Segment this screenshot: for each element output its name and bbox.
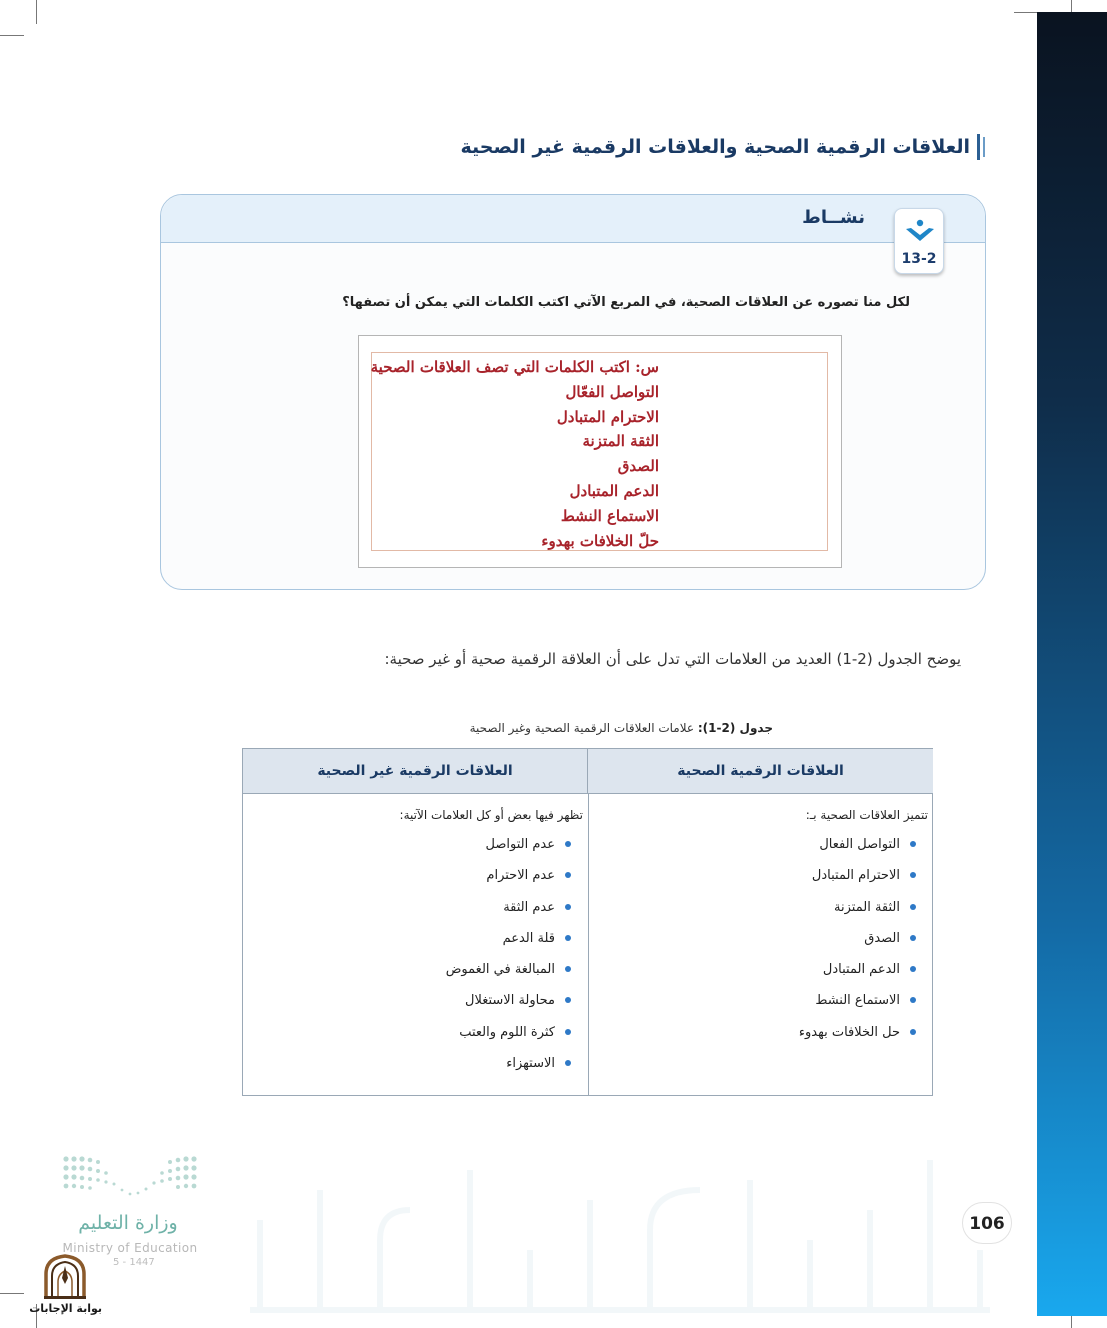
caption-text: علامات العلاقات الرقمية الصحية وغير الصحية	[469, 721, 698, 735]
list-item	[253, 860, 555, 891]
list-item-label: محاولة الاستغلال	[465, 993, 555, 1009]
page-number: 106	[962, 1202, 1012, 1244]
list-item-label: الاحترام المتبادل	[811, 868, 900, 884]
page-title: العلاقات الرقمية الصحية والعلاقات الرقمية غير الصحية	[460, 136, 970, 158]
answer-item: التواصل الفعّال	[565, 382, 659, 401]
list-item	[253, 1048, 555, 1079]
list-item-label: قلة الدعم	[502, 930, 555, 946]
answer-frame	[371, 352, 828, 551]
answer-heading: س: اكتب الكلمات التي تصف العلاقات الصحية	[370, 358, 659, 376]
list-item	[598, 892, 900, 923]
ministry-logo	[58, 1150, 203, 1270]
answer-item: الاستماع النشط	[560, 506, 659, 525]
answer-box	[358, 335, 842, 568]
list-item-label: عدم التواصل	[485, 837, 555, 852]
activity-badge	[894, 208, 944, 274]
bullet-icon	[565, 935, 571, 941]
ministry-name-ar: وزارة التعليم	[78, 1212, 178, 1234]
activity-header	[161, 195, 985, 243]
answer-item: الدعم المتبادل	[569, 481, 659, 500]
list-item-label: الاستماع النشط	[815, 993, 900, 1009]
gate-icon	[42, 1254, 88, 1300]
answer-item: الصدق	[617, 457, 659, 476]
bullet-icon	[910, 904, 916, 910]
list-item	[598, 1017, 900, 1048]
list-item	[253, 985, 555, 1016]
unhealthy-list	[253, 829, 583, 1079]
crop-mark	[0, 35, 24, 36]
ministry-name-en: Ministry of Education	[62, 1241, 198, 1255]
list-item-label: الصدق	[864, 930, 900, 946]
bullet-icon	[910, 841, 916, 847]
answer-item: حلّ الخلافات بهدوء	[541, 531, 659, 550]
table-header-unhealthy: العلاقات الرقمية غير الصحية	[243, 749, 588, 794]
bullet-icon	[565, 1060, 571, 1066]
bullet-icon	[910, 935, 916, 941]
list-item	[598, 923, 900, 954]
ministry-year: 5 - 1447	[113, 1257, 155, 1268]
answer-item: الثقة المتزنة	[582, 432, 659, 451]
bullet-icon	[910, 997, 916, 1003]
unhealthy-intro: تظهر فيها بعض أو كل العلامات الآتية:	[399, 808, 583, 822]
bullet-icon	[565, 841, 571, 847]
bullet-icon	[565, 966, 571, 972]
watermark-graphic	[230, 1130, 1010, 1320]
bullet-icon	[565, 904, 571, 910]
healthy-column	[598, 805, 928, 1048]
caption-label: جدول (2-1):	[697, 721, 773, 735]
comparison-table	[242, 748, 933, 1096]
bullet-icon	[565, 872, 571, 878]
answer-item: الاحترام المتبادل	[556, 407, 659, 426]
list-item	[253, 829, 555, 860]
healthy-list	[598, 829, 928, 1048]
site-name: بوابة الإجابات	[29, 1302, 102, 1315]
list-item	[598, 860, 900, 891]
site-logo	[30, 1254, 102, 1320]
list-item	[253, 954, 555, 985]
table-header-healthy: العلاقات الرقمية الصحية	[588, 749, 933, 794]
list-item-label: الاستهزاء	[506, 1056, 555, 1072]
column-divider	[588, 794, 589, 1096]
activity-question: لكل منا تصوره عن العلاقات الصحية، في المربع الآتي اكتب الكلمات التي يمكن أن تصفها؟	[342, 295, 910, 310]
activity-panel	[160, 194, 986, 590]
bullet-icon	[910, 1029, 916, 1035]
title-marker	[977, 134, 987, 160]
page-edge-band	[1037, 12, 1107, 1316]
bullet-icon	[910, 872, 916, 878]
list-item	[598, 954, 900, 985]
activity-icon	[904, 217, 936, 247]
table-caption	[273, 721, 773, 735]
bullet-icon	[565, 997, 571, 1003]
unhealthy-column	[253, 805, 583, 1079]
list-item	[253, 923, 555, 954]
list-item-label: عدم الثقة	[503, 899, 555, 915]
list-item	[253, 1017, 555, 1048]
list-item	[598, 985, 900, 1016]
activity-label: نشــاط	[802, 207, 865, 228]
list-item-label: الثقة المتزنة	[834, 899, 900, 915]
intro-paragraph: يوضح الجدول (2-1) العديد من العلامات التي تدل على أن العلاقة الرقمية صحية أو غير صحية:	[384, 650, 961, 668]
crop-mark	[1014, 12, 1037, 13]
list-item	[253, 892, 555, 923]
list-item-label: التواصل الفعال	[819, 837, 900, 852]
crop-mark	[0, 1293, 24, 1294]
list-item	[598, 829, 900, 860]
answer-list	[541, 380, 659, 554]
bullet-icon	[910, 966, 916, 972]
bullet-icon	[565, 1029, 571, 1035]
healthy-intro: تتميز العلاقات الصحية بـ:	[805, 808, 928, 822]
list-item-label: حل الخلافات بهدوء	[798, 1024, 900, 1040]
crop-mark	[36, 0, 37, 24]
ministry-logo-icon	[62, 1155, 202, 1201]
list-item-label: الدعم المتبادل	[822, 962, 900, 978]
list-item-label: المبالغة في الغموض	[445, 962, 555, 978]
activity-number: 13-2	[901, 251, 937, 267]
list-item-label: كثرة اللوم والعتب	[459, 1024, 555, 1040]
list-item-label: عدم الاحترام	[486, 868, 555, 884]
